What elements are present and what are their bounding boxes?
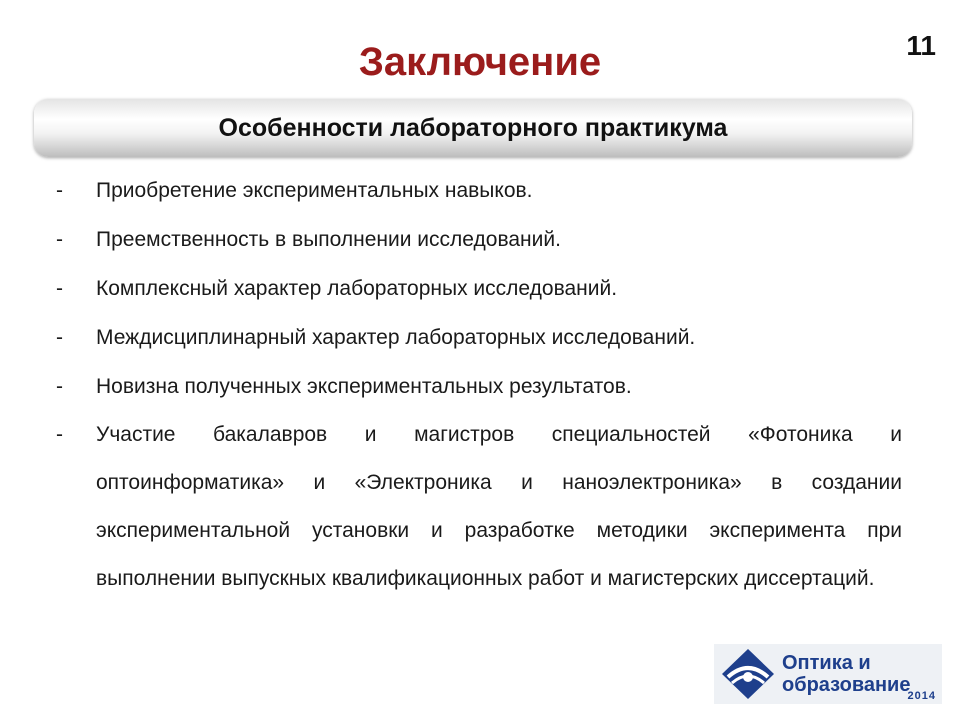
optics-logo-icon	[720, 647, 776, 701]
list-item	[56, 370, 902, 404]
list-item	[56, 411, 902, 603]
bullet-text: Новизна полученных экспериментальных результатов.	[96, 375, 632, 398]
bullet-text: Преемственность в выполнении исследований.	[96, 228, 561, 251]
list-item	[56, 321, 902, 355]
bullet-dash: -	[56, 423, 63, 446]
logo-year: 2014	[907, 690, 936, 702]
bullet-dash: -	[56, 375, 63, 398]
bullet-text: Комплексный характер лабораторных исследований.	[96, 277, 618, 300]
bullet-text: Участие бакалавров и магистров специальностей «Фотоника и оптоинформатика» и «Электроника и наноэлектроника» в создании экспериментальной установки и разработке методики эксперимента при выполнении выпускных квалификационных работ и магистерских диссертаций.	[96, 423, 902, 590]
bullet-dash: -	[56, 326, 63, 349]
logo-line1: Оптика и	[782, 652, 871, 674]
slide-number: 11	[906, 30, 936, 61]
list-item	[56, 272, 902, 306]
bullet-dash: -	[56, 179, 63, 202]
logo-line2: образование	[782, 674, 911, 696]
bullet-text: Междисциплинарный характер лабораторных исследований.	[96, 326, 696, 349]
subtitle-text: Особенности лабораторного практикума	[218, 113, 728, 142]
subtitle-bar	[34, 99, 912, 157]
slide-title: Заключение	[358, 40, 602, 84]
list-item	[56, 223, 902, 257]
logo	[714, 644, 942, 704]
list-item	[56, 174, 902, 208]
bullet-list	[56, 174, 902, 618]
bullet-dash: -	[56, 228, 63, 251]
bullet-dash: -	[56, 277, 63, 300]
bullet-text: Приобретение экспериментальных навыков.	[96, 179, 533, 202]
